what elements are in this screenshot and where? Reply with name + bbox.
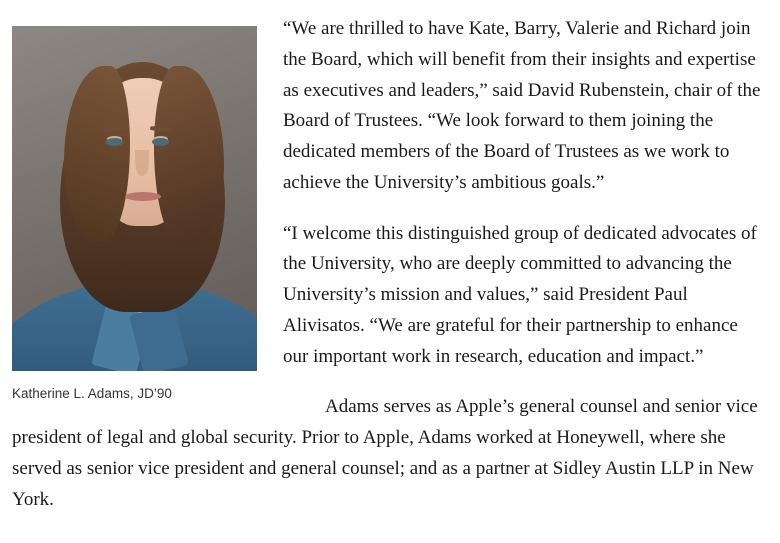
photo-eye-right: [152, 138, 169, 146]
photo-nose: [135, 150, 149, 176]
paragraph-1: “We are thrilled to have Kate, Barry, Valerie and Richard join the Board, which will benefit from their insights and expertise as executives and leaders,” said David Rubenstein, chair of the Board of Trustees. “We look forward to them joining the dedicated members of the Board of Trustees as we work to achieve the University’s ambitious goals.”: [283, 18, 761, 193]
paragraph-3: Adams serves as Apple’s general counsel and senior vice president of legal and global security. Prior to Apple, Adams worked at Honeywell, where she served as senior vice president and general counsel; and as a partner at Sidley Austin LLP in New York.: [12, 396, 758, 510]
photo-caption: Katherine L. Adams, JD’90: [12, 386, 172, 401]
photo-eye-left: [106, 138, 123, 146]
paragraph-2: “I welcome this distinguished group of dedicated advocates of the University, who are deeply committed to advancing the University’s mission and values,” said President Paul Alivisatos. “We are grateful for their partnership to enhance our important work in research, education and impact.”: [283, 222, 757, 367]
portrait-photo: [12, 26, 257, 371]
photo-mouth: [125, 192, 161, 201]
portrait-figure: [12, 26, 257, 403]
